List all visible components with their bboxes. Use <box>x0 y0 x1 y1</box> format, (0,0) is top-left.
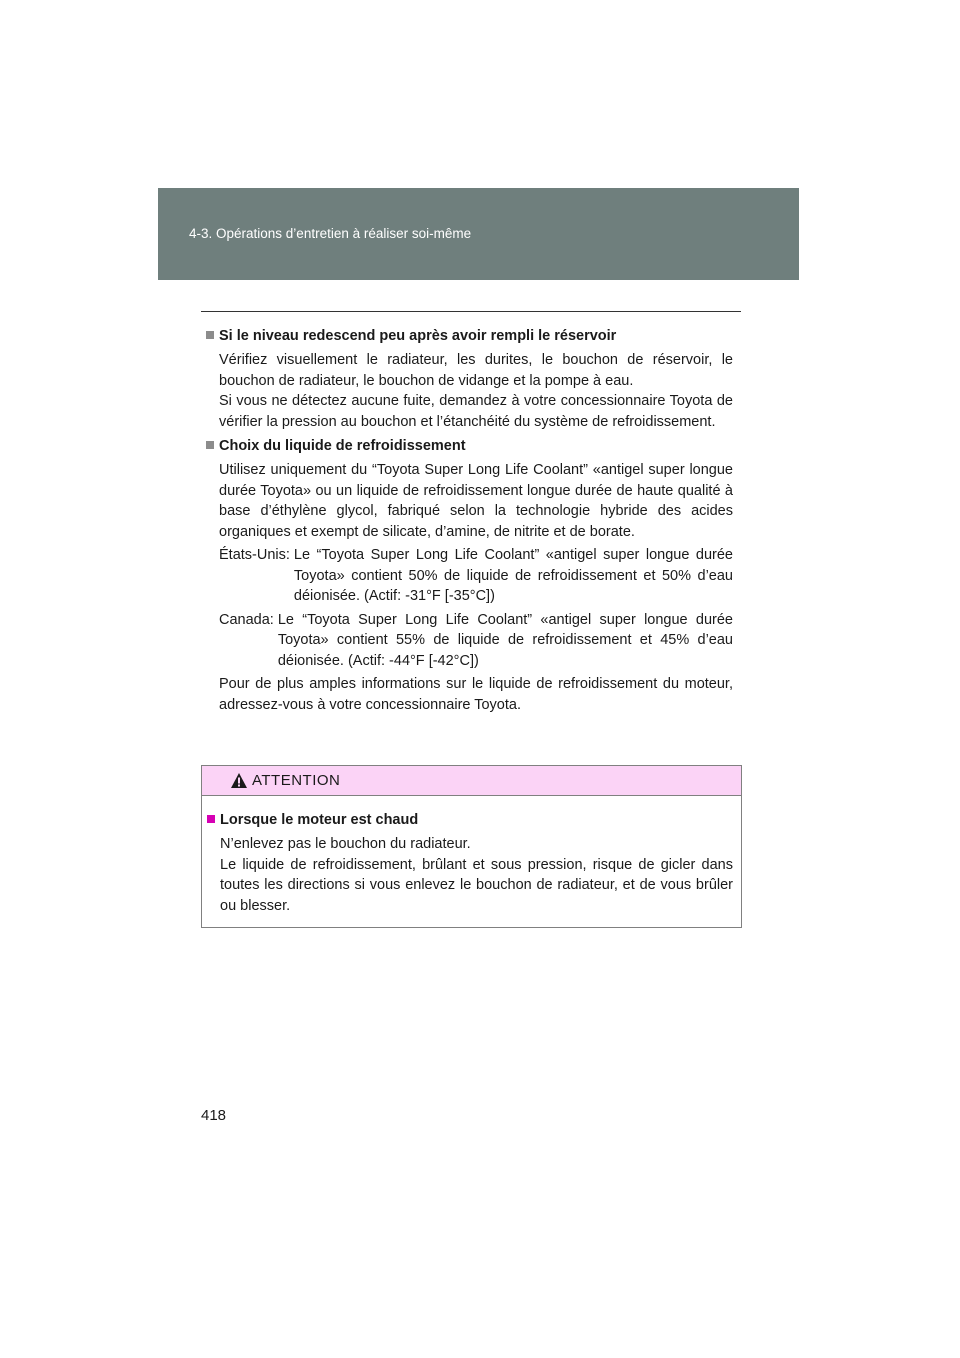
section-heading-coolant: Choix du liquide de refroidissement <box>206 436 741 457</box>
section-heading-level: Si le niveau redescend peu après avoir rempli le réservoir <box>206 326 741 347</box>
paragraph: Vérifiez visuellement le radiateur, les durites, le bouchon de réservoir, le bouchon de radiateur, le bouchon de vidange et la pompe à eau. <box>219 352 733 389</box>
item-label: Canada: <box>219 611 274 628</box>
attention-box <box>201 765 742 928</box>
attention-body <box>202 796 741 916</box>
section-divider <box>201 311 741 312</box>
chapter-title: 4-3. Opérations d’entretien à réaliser soi-même <box>189 226 472 241</box>
paragraph: Si vous ne détectez aucune fuite, demandez à votre concessionnaire Toyota de vérifier la pression au bouchon et l’étanchéité du système de refroidissement. <box>219 393 733 430</box>
attention-header <box>202 766 741 796</box>
item-text: Le “Toyota Super Long Life Coolant” «antigel super longue durée Toyota» contient 50% de liquide de refroidissement et 50% d’eau déionisée. (Actif: -31°F [-35°C]) <box>293 547 733 604</box>
warning-icon <box>230 772 248 789</box>
square-bullet-icon <box>207 815 215 823</box>
square-bullet-icon <box>206 331 214 339</box>
paragraph: Utilisez uniquement du “Toyota Super Long Life Coolant” «antigel super longue durée Toyota» ou un liquide de refroidissement longue durée de haute qualité à base d’éthylène glycol, fabriqué selon la technologie hybride des acides organiques et exempt de silicate, d’amine, de nitrite et de borate. <box>219 462 733 540</box>
main-content <box>201 326 741 715</box>
paragraph: N’enlevez pas le bouchon du radiateur. <box>220 836 471 852</box>
list-item <box>219 545 733 607</box>
paragraph: Le liquide de refroidissement, brûlant et sous pression, risque de gicler dans toutes les directions si vous enlevez le bouchon de radiateur, et de vous brûler ou blesser. <box>220 856 733 914</box>
attention-title: ATTENTION <box>252 772 341 789</box>
chapter-header <box>158 188 799 280</box>
list-item <box>219 610 733 672</box>
item-text: Le “Toyota Super Long Life Coolant” «antigel super longue durée Toyota» contient 55% de liquide de refroidissement et 45% d’eau déionisée. (Actif: -44°F [-42°C]) <box>277 611 733 669</box>
paragraph: Pour de plus amples informations sur le liquide de refroidissement du moteur, adressez-vous à votre concessionnaire Toyota. <box>219 676 733 713</box>
page-number: 418 <box>201 1107 227 1124</box>
square-bullet-icon <box>206 441 214 449</box>
item-label: États-Unis: <box>219 547 290 563</box>
attention-heading: Lorsque le moteur est chaud <box>207 810 741 831</box>
